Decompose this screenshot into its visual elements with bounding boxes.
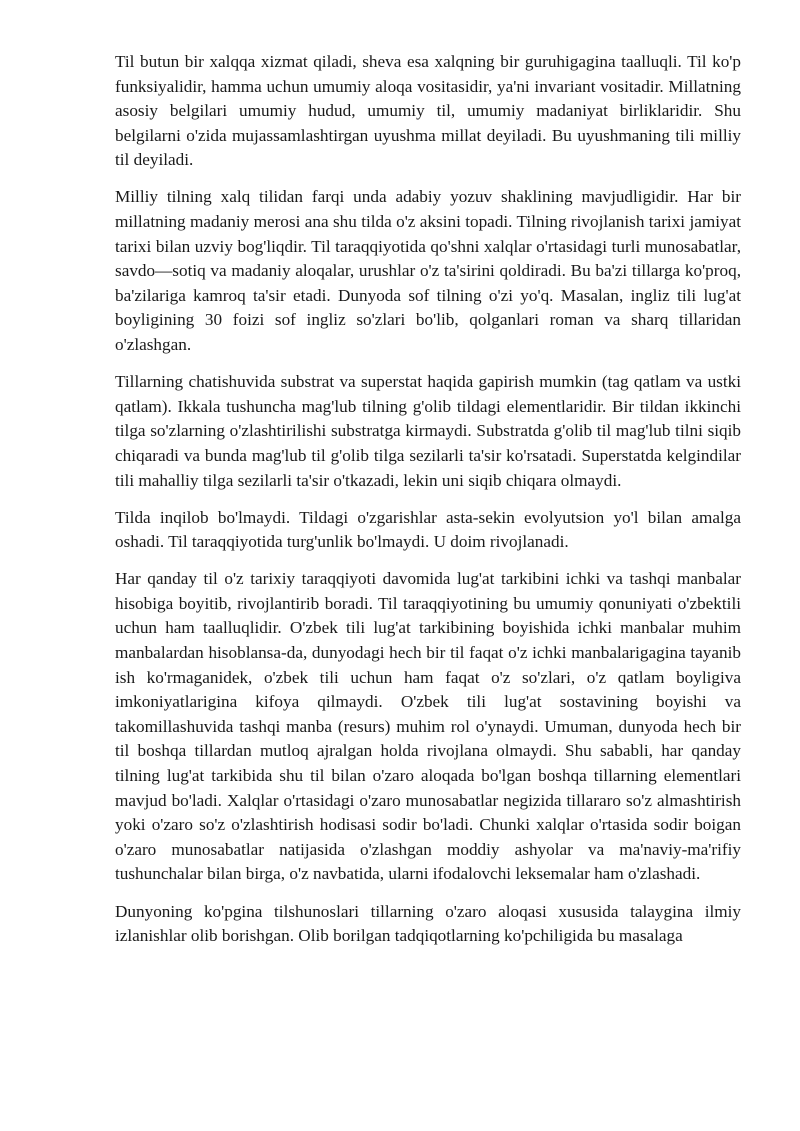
paragraph-4: Tilda inqilob bo'lmaydi. Tildagi o'zgarishlar asta-sekin evolyutsion yo'l bilan amalga oshadi. Til taraqqiyotida turg'unlik bo'lmaydi. U doim rivojlanadi. — [115, 507, 741, 552]
document-page — [115, 50, 741, 961]
paragraph-2: Milliy tilning xalq tilidan farqi unda adabiy yozuv shaklining mavjudligidir. Har bir millatning madaniy merosi ana shu tilda o'z aksini topadi. Tilning rivojlanish tarixi jamiyat tarixi bilan uzviy bog'liqdir. Til taraqqiyotida qo'shni xalqlar o'rtasidagi turli munosabatlar, savdo—sotiq va madaniy aloqalar, urushlar o'z ta'sirini qoldiradi. Bu ba'zi tillarga ko'proq, ba'zilariga kamroq ta'sir etadi. Dunyoda sof tilning o'zi yo'q. Masalan, ingliz tili lug'at boyligining 30 foizi sof ingliz so'zlari bo'lib, qolganlari roman va sharq tillaridan o'zlashgan. — [115, 187, 741, 355]
paragraph-1: Til butun bir xalqqa xizmat qiladi, sheva esa xalqning bir guruhigagina taalluqli. Til ko'p funksiyalidir, hamma uchun umumiy aloqa vositasidir, ya'ni invariant vositadir. Millatning asosiy belgilari umumiy hudud, umumiy til, umumiy madaniyat birliklaridir. Shu belgilarni o'zida mujassamlashtirgan uyushma millat deyiladi. Bu uyushmaning tili milliy til deyiladi. — [115, 52, 741, 170]
paragraph-5: Har qanday til o'z tarixiy taraqqiyoti davomida lug'at tarkibini ichki va tashqi manbalar hisobiga boyitib, rivojlantirib boradi. Til taraqqiyotining bu umumiy qonuniyati o'zbektili uchun ham taalluqlidir. O'zbek tili lug'at tarkibining boyishida ichki manbalar muhim manbalardan hisoblansa-da, dunyodagi hech bir til faqat o'z ichki manbalarigagina tayanib ish ko'rmaganidek, o'zbek tili uchun ham faqat o'z so'zlari, o'z qatlam boyligiva imkoniyatlarigina kifoya qilmaydi. O'zbek tili lug'at sostavining boyishi va takomillashuvida tashqi manba (resurs) muhim rol o'ynaydi. Umuman, dunyoda hech bir til boshqa tillardan mutloq ajralgan holda rivojlana olmaydi. Shu sababli, har qanday tilning lug'at tarkibida shu til bilan o'zaro aloqada bo'lgan boshqa tillarning elementlari mavjud bo'ladi. Xalqlar o'rtasidagi o'zaro munosabatlar negizida tillararo so'z almashtirish yoki o'zaro so'z o'zlashtirish hodisasi sodir bo'ladi. Chunki xalqlar o'rtasida sodir boigan o'zaro munosabatlar natijasida o'zlashgan moddiy ashyolar va ma'naviy-ma'rifiy tushunchalar bilan birga, o'z navbatida, ularni ifodalovchi leksemalar ham o'zlashadi. — [115, 569, 741, 884]
paragraph-3: Tillarning chatishuvida substrat va superstat haqida gapirish mumkin (tag qatlam va ustki qatlam). Ikkala tushuncha mag'lub tilning g'olib tildagi elementlaridir. Bir tildan ikkinchi tilga so'zlarning o'zlashtirilishi substratga kirmaydi. Substratda g'olib til mag'lub tilni siqib chiqaradi va bunda mag'lub til g'olib tilga sezilarli ta'sir ko'rsatadi. Superstatda kelgindilar tili mahalliy tilga sezilarli ta'sir o'tkazadi, lekin uni siqib chiqara olmaydi. — [115, 372, 741, 490]
paragraph-6: Dunyoning ko'pgina tilshunoslari tillarning o'zaro aloqasi xususida talaygina ilmiy izlanishlar olib borishgan. Olib borilgan tadqiqotlarning ko'pchiligida bu masalaga — [115, 901, 741, 946]
